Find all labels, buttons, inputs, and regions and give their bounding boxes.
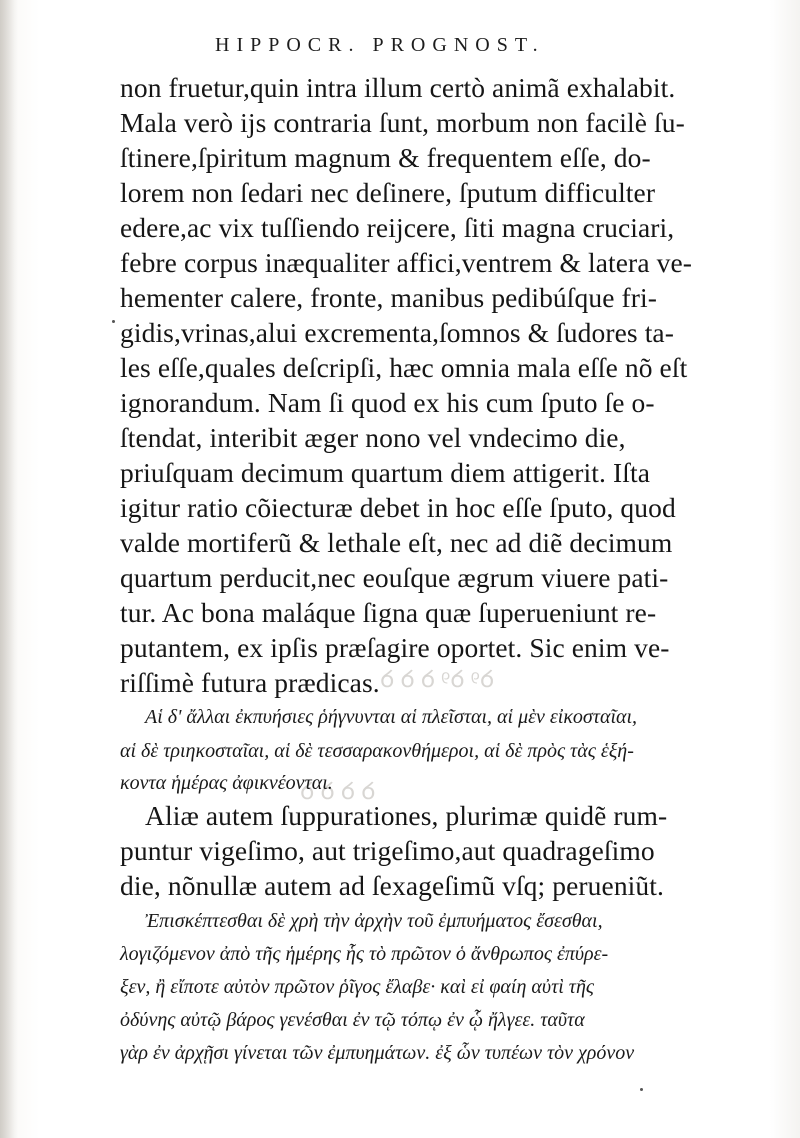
text-line: les eſſe,quales deſcripſi, hæc omnia mala eſſe nõ eſt xyxy=(120,352,688,383)
running-head: HIPPOCR. PROGNOST. xyxy=(215,34,545,56)
text-line: Mala verò ijs contraria ſunt, morbum non facilè ſu- xyxy=(120,107,685,138)
text-line: lorem non ſedari nec deſinere, ſputum difficulter xyxy=(120,177,656,208)
text-line: hementer calere, fronte, manibus pedibúſque fri- xyxy=(120,282,658,313)
text-line: putantem, ex ipſis præſagire oportet. Sic enim ve- xyxy=(120,632,670,663)
text-line: ignorandum. Nam ſi quod ex his cum ſputo ſe o- xyxy=(120,387,655,418)
greek-line: κοντα ἡμέρας ἀφικνέονται. xyxy=(120,772,333,794)
text-line: die, nõnullæ autem ad ſexageſimũ vſq; perueniũt. xyxy=(120,870,664,901)
bleed-through: ꝺ ꝺ ꝺ ꝺ xyxy=(300,779,376,805)
text-line: ſtinere,ſpiritum magnum & frequentem eſſe, do- xyxy=(120,142,651,173)
text-line: tur. Ac bona maláque ſigna quæ ſuperueniunt re- xyxy=(120,597,657,628)
greek-line: ξεν, ἢ εἴποτε αὐτὸν πρῶτον ῥῖγος ἔλαβε· καὶ εἰ φαίη αὐτὶ τῆς xyxy=(120,976,594,998)
ink-speck xyxy=(112,320,115,323)
greek-line: λογιζόμενον ἀπὸ τῆς ἡμέρης ἧς τὸ πρῶτον ὁ ἄνθρωπος ἐπύρε- xyxy=(120,943,609,965)
text-line: igitur ratio cõiecturæ debet in hoc eſſe ſputo, quod xyxy=(120,492,676,523)
greek-line: Ἐπισκέπτεσθαι δὲ χρὴ τὴν ἀρχὴν τοῦ ἐμπυήματος ἔσεσθαι, xyxy=(145,910,603,932)
text-line: valde mortiferũ & lethale eſt, nec ad diẽ decimum xyxy=(120,527,673,558)
text-line: gidis,vrinas,alui excrementa,ſomnos & ſudores ta- xyxy=(120,317,674,348)
text-line: riſſimè futura prædicas. xyxy=(120,667,380,698)
text-line: Aliæ autem ſuppurationes, plurimæ quidẽ rum- xyxy=(145,800,668,831)
text-line: edere,ac vix tuſſiendo reijcere, ſiti magna cruciari, xyxy=(120,212,675,243)
greek-line: ὀδύνης αὐτῷ βάρος γενέσθαι ἐν τῷ τόπῳ ἐν ᾧ ἤλγεε. ταῦτα xyxy=(120,1009,585,1031)
text-line: puntur vigeſimo, aut trigeſimo,aut quadrageſimo xyxy=(120,835,655,866)
binding-shadow xyxy=(0,0,18,1138)
ink-speck xyxy=(640,1088,643,1091)
text-line: non fruetur,quin intra illum certò animã exhalabit. xyxy=(120,72,676,103)
text-line: ſtendat, interibit æger nono vel vndecimo die, xyxy=(120,422,626,453)
greek-line: Αἱ δ' ἄλλαι ἐκπυήσιες ῥήγνυνται αἱ πλεῖσται, αἱ μὲν εἰκοσταῖαι, xyxy=(145,706,638,728)
text-line: quartum perducit,nec eouſque ægrum viuere pati- xyxy=(120,562,669,593)
text-line: febre corpus inæqualiter affici,ventrem & latera ve- xyxy=(120,247,693,278)
text-line: priuſquam decimum quartum diem attigerit. Iſta xyxy=(120,457,651,488)
bleed-through: ꝺꝰ ꝺꝰ ꝺ ꝺ ꝺ xyxy=(380,667,495,693)
greek-line: αἱ δὲ τριηκοσταῖαι, αἱ δὲ τεσσαρακονθήμεροι, αἱ δὲ πρὸς τὰς ἑξή- xyxy=(120,740,634,762)
greek-line: γὰρ ἐν ἀρχῇσι γίνεται τῶν ἐμπυημάτων. ἐξ ὧν τυπέων τὸν χρόνον xyxy=(120,1042,635,1064)
